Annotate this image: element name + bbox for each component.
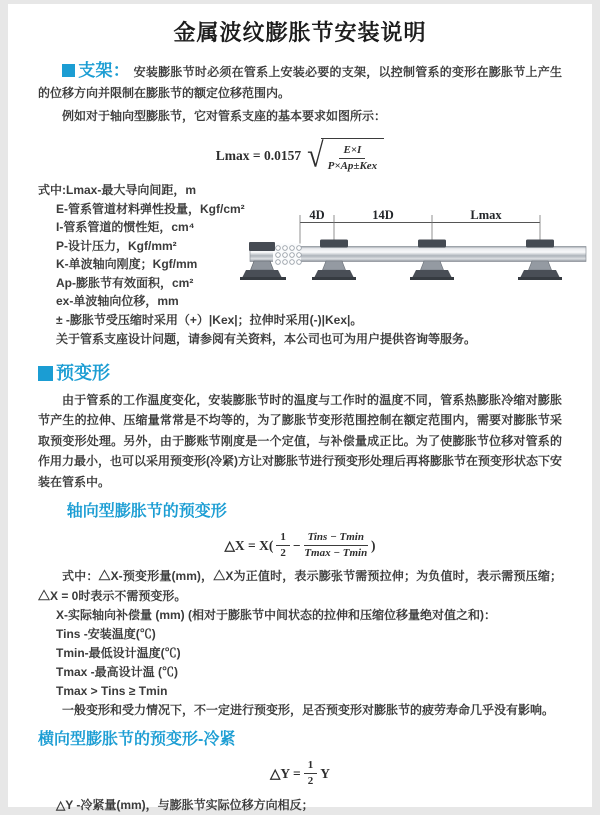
lateral-subheading: 横向型膨胀节的预变形-冷紧 xyxy=(38,731,236,748)
blue-square-icon xyxy=(38,366,53,381)
one-half-fraction: $\frac{1}{2}$ xyxy=(304,759,318,788)
lateral-formula-rhs: Y xyxy=(320,765,330,781)
pipe-support-drawing xyxy=(248,207,588,293)
predeform-heading-label: 预变形 xyxy=(56,362,110,383)
lateral-formula xyxy=(38,759,562,788)
lmax-fraction: $\frac{E\times I}{\text{P×Ap±Kex}}$ xyxy=(327,144,378,172)
support-heading-label: 支架： xyxy=(78,61,130,80)
dimension-label-lmax: Lmax xyxy=(470,208,502,222)
support-intro-paragraph xyxy=(38,60,562,104)
blue-square-icon xyxy=(62,64,75,77)
axial-explain-paragraph: 式中：△X-预变形量(mm)，△X为正值时，表示膨张节需预拉伸；为负值时，表示需预压缩；△X = 0时表示不需预变形。 xyxy=(38,569,562,603)
predeform-paragraph: 由于管系的工作温度变化，安装膨胀节时的温度与工作时的温度不同，管系热膨胀冷缩对膨胀节产生的拉伸、压缩量常常是不均等的，为了膨胀节变形范围控制在额定范围内，需要对膨胀节采取预变形处理。另外，由于膨账节刚度是一个定值，与补偿量成正比。为了使膨胀节位移对管系的作用力最小，也可以采用预变形(冷紧)方让对膨胀节进行预变形处理后再将膨胀节在预变形状态下安装在管系中。 xyxy=(38,392,562,489)
document-page xyxy=(8,4,592,812)
lateral-note-line: △Y -冷紧量(mm)，与膨胀节实际位移方向相反； xyxy=(56,798,314,812)
lmax-formula-lhs: Lmax = 0.0157 xyxy=(215,147,302,163)
support-section-heading xyxy=(62,61,130,80)
one-half-fraction: $\frac{1}{2}$ xyxy=(276,531,290,560)
right-paren: ) xyxy=(370,537,376,553)
param-line: ex-单波轴向位移，mm xyxy=(56,294,179,308)
axial-line: Tins -安装温度(℃) xyxy=(56,627,156,641)
kex-sign-note: ± -膨胀节受压缩时采用（+）|Kex|；拉伸时采用(-)|Kex|。 xyxy=(56,312,363,327)
support-example-line: 例如对于轴向型膨胀节，它对管系支座的基本要求如图所示： xyxy=(62,109,387,123)
service-note: 关于管系支座设计问题，请参阅有关资料，本公司也可为用户提供咨询等服务。 xyxy=(56,331,477,346)
lmax-formula xyxy=(38,135,562,174)
parameters-and-diagram xyxy=(38,181,562,311)
axial-support-diagram xyxy=(248,207,588,293)
dimension-label-4d: 4D xyxy=(309,208,325,222)
axial-line: Tmax > Tins ≥ Tmin xyxy=(56,684,168,698)
predeform-section-heading xyxy=(38,361,562,385)
support-intro-text: 安装膨胀节时必须在管系上安装必要的支架，以控制管系的变形在膨胀节上产生的位移方向并限制在膨胀节的额定位移范围内。 xyxy=(38,65,563,100)
param-line: P-设计压力，Kgf/mm² xyxy=(56,238,177,253)
axial-line: Tmin-最低设计温度(℃) xyxy=(56,646,181,660)
dimension-label-14d: 14D xyxy=(372,208,394,222)
param-line: K-单波轴向刚度；Kgf/mm xyxy=(56,257,198,271)
minus-sign: − xyxy=(292,537,301,553)
lateral-formula-lhs: △Y = xyxy=(270,765,301,781)
param-line: Ap-膨胀节有效面积，cm² xyxy=(56,275,194,290)
param-line: I-管系管道的惯性矩，cm⁴ xyxy=(56,220,195,234)
page-title: 金属波纹膨胀节安装说明 xyxy=(173,20,427,45)
axial-formula-lhs: △X = X( xyxy=(224,537,274,553)
param-line: 式中:Lmax-最大导向间距，m xyxy=(38,183,197,197)
axial-formula xyxy=(38,531,562,560)
axial-line: 一般变形和受力情况下，不一定进行预变形，足否预变形对膨胀节的疲劳寿命几乎没有影响。 xyxy=(62,703,555,717)
temperature-fraction: $\frac{\text{Tins − Tmin}}{Tmax - Tmin}$ xyxy=(304,531,368,559)
bellows xyxy=(273,244,301,265)
axial-subheading: 轴向型膨胀节的预变形 xyxy=(66,503,227,520)
param-line: E-管系管道材料弹性投量，Kgf/cm² xyxy=(56,201,245,216)
axial-line: X-实际轴向补偿量 (mm) (相对于膨胀节中间状态的拉伸和压缩位移量绝对值之和)： xyxy=(56,608,496,622)
radical-sign: √ $\frac{E\times I}{\text{P×Ap±Kex}}$ xyxy=(307,138,384,173)
axial-line: Tmax -最高设计温 (℃) xyxy=(56,665,179,679)
